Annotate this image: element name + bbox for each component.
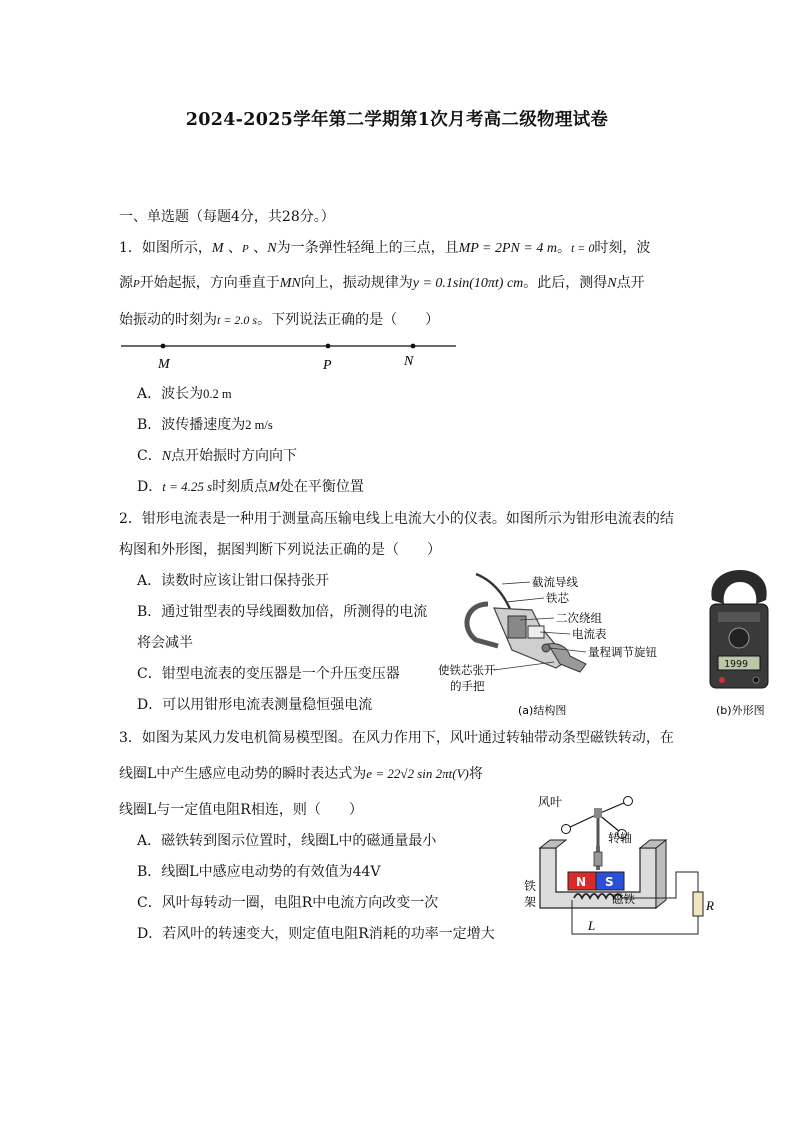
option-text: A．波长为 — [137, 386, 204, 402]
resistor — [693, 892, 703, 916]
var-m: M — [211, 241, 224, 256]
q1-text: 时刻，波 — [594, 240, 651, 256]
label-m: M — [158, 357, 170, 372]
leader-line — [494, 662, 554, 670]
leader-line — [502, 582, 530, 584]
q1-option-d — [137, 477, 364, 498]
q1-line3 — [119, 310, 439, 330]
caption-exterior: (b)外形图 — [716, 704, 765, 717]
q1-text: 点开 — [616, 275, 645, 291]
q1-line2 — [119, 273, 645, 294]
option-text: 点开始振时方向向下 — [171, 448, 298, 464]
label-handle-1: 使铁芯张开 — [438, 663, 496, 677]
terminal-red — [719, 677, 725, 683]
terminal-black — [753, 677, 759, 683]
q2-option-b-cont: 将会减半 — [137, 635, 193, 651]
q1-text: 。 — [556, 240, 571, 256]
var-n: N — [267, 241, 277, 256]
q1-text: 。此后，测得 — [523, 275, 608, 291]
var-mn: MN — [279, 276, 301, 291]
option-text: D． — [137, 479, 163, 495]
q1-text: 1．如图所示， — [119, 240, 212, 256]
q2-option-c: C．钳型电流表的变压器是一个升压变压器 — [137, 666, 400, 682]
option-text: 处在平衡位置 — [279, 479, 364, 495]
q2-line2: 构图和外形图，据图判断下列说法正确的是（ ） — [119, 542, 441, 558]
q3-text: 将 — [468, 766, 483, 782]
label-handle-2: 的手把 — [450, 679, 485, 693]
label-core: 铁芯 — [546, 591, 569, 605]
blade-arm — [598, 802, 626, 814]
label-iron-1: 铁 — [524, 879, 537, 893]
q1-line1 — [119, 238, 650, 259]
label-iron-2: 架 — [524, 895, 537, 909]
q1-text: 开始起振，方向垂直于 — [139, 275, 280, 291]
q1-t0: t = 0 — [570, 241, 595, 255]
q1-text: 。下列说法正确的是（ ） — [257, 312, 440, 328]
q2-option-b: B．通过钳型表的导线圈数加倍，所测得的电流 — [137, 604, 428, 620]
clamp-exterior-diagram — [700, 568, 780, 720]
q2-line1: 2．钳形电流表是一种用于测量高压输电线上电流大小的仪表。如图所示为钳形电流表的结 — [119, 511, 674, 527]
q1-equation: MP = 2PN = 4 m — [458, 241, 557, 256]
option-equation: t = 4.25 s — [162, 479, 213, 494]
lcd-reading: 1999 — [724, 659, 749, 670]
brand-strip — [718, 612, 760, 622]
q3-emf-equation: e = 22√2 sin 2πt(V) — [366, 766, 469, 781]
secondary-coil — [508, 616, 526, 638]
blade-arm — [568, 814, 598, 828]
caption-structure: (a)结构图 — [518, 704, 567, 717]
q3-text: 线圈L中产生感应电动势的瞬时表达式为 — [119, 766, 367, 782]
q1-text: 源 — [119, 275, 133, 291]
option-value: 0.2 m — [203, 387, 232, 401]
clamp-jaw — [711, 570, 766, 604]
q3-option-a: A．磁铁转到图示位置时，线圈L中的磁通量最小 — [137, 833, 437, 849]
q1-text: 、 — [248, 240, 268, 256]
page-title: 2024-2025学年第二学期第1次月考高二级物理试卷 — [185, 110, 609, 130]
point-n — [411, 344, 416, 349]
label-blade: 风叶 — [538, 795, 563, 809]
iron-core — [467, 604, 498, 646]
blade — [562, 825, 571, 834]
var-m: M — [268, 480, 280, 495]
q3-option-b: B．线圈L中感应电动势的有效值为44V — [137, 864, 381, 880]
q1-option-a — [137, 384, 232, 404]
clamp-structure-diagram — [436, 568, 657, 720]
hub — [594, 808, 602, 818]
rope-diagram — [118, 334, 463, 376]
point-m — [161, 344, 166, 349]
q1-text: 向上，振动规律为 — [300, 275, 413, 291]
label-s: S — [605, 875, 614, 889]
q3-option-d: D．若风叶的转速变大，则定值电阻R消耗的功率一定增大 — [137, 926, 495, 942]
var-p: P — [133, 278, 140, 290]
range-knob — [542, 644, 550, 652]
label-l: L — [588, 918, 596, 933]
label-wire: 截流导线 — [532, 575, 578, 589]
q3-option-c: C．风叶每转动一圈，电阻R中电流方向改变一次 — [137, 895, 439, 911]
var-p: P — [242, 243, 249, 255]
q1-time-equation: t = 2.0 s — [217, 313, 258, 327]
point-p — [326, 344, 331, 349]
option-text: B．波传播速度为 — [137, 417, 246, 433]
label-n: N — [404, 354, 414, 369]
label-r: R — [706, 898, 714, 913]
q3-line1: 3．如图为某风力发电机简易模型图。在风力作用下，风叶通过转轴带动条型磁铁转动，在 — [119, 730, 674, 746]
q3-line3: 线圈L与一定值电阻R相连，则（ ） — [119, 802, 363, 818]
option-text: C． — [137, 448, 162, 464]
q1-text: 始振动的时刻为 — [119, 312, 217, 328]
label-axis: 转轴 — [608, 831, 633, 845]
q1-option-c — [137, 446, 297, 467]
q1-text: 、 — [223, 240, 243, 256]
var-n: N — [607, 276, 617, 291]
shaft-coupling — [594, 852, 602, 866]
wind-generator-diagram — [510, 792, 720, 944]
label-n: N — [576, 875, 587, 889]
leader-line — [506, 598, 544, 602]
option-text: 时刻质点 — [212, 479, 269, 495]
selector-dial — [729, 628, 749, 648]
q2-option-d: D．可以用钳形电流表测量稳恒强电流 — [137, 697, 373, 713]
label-meter: 电流表 — [572, 627, 607, 641]
label-coil: 二次绕组 — [556, 611, 602, 625]
q1-text: 为一条弹性轻绳上的三点，且 — [276, 240, 459, 256]
label-p: P — [323, 358, 332, 373]
q1-vibration-equation: y = 0.1sin(10πt) cm — [412, 276, 524, 291]
section-heading: 一、单选题（每题4分，共28分。） — [119, 209, 335, 225]
q3-line2 — [119, 764, 483, 784]
q2-option-a: A．读数时应该让钳口保持张开 — [137, 573, 330, 589]
var-n: N — [161, 449, 172, 464]
label-knob: 量程调节旋钮 — [588, 645, 657, 659]
q1-option-b — [137, 415, 273, 435]
blade — [624, 797, 633, 806]
label-magnet: 磁铁 — [612, 892, 635, 906]
option-value: 2 m/s — [245, 418, 273, 432]
